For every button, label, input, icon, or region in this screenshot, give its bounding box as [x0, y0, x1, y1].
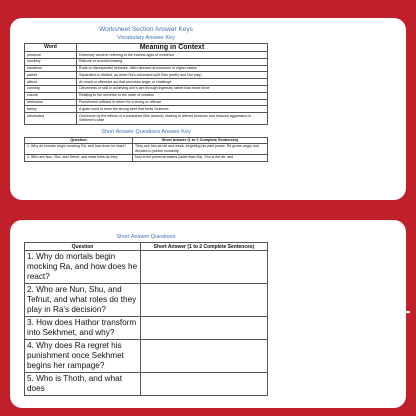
- student-header-row: [25, 243, 268, 251]
- vocab-meaning: Punishment inflicted in return for a wrong or offense: [77, 99, 268, 106]
- student-worksheet-sheet: [24, 232, 268, 408]
- vocab-meaning: Separated or divided, as when Ra's command split Geb (earth) and Nut (sky): [77, 72, 268, 79]
- vocab-word: barley: [25, 106, 77, 113]
- answer-cell[interactable]: [141, 251, 268, 284]
- sa-answer-key-title: Short Answer Questions Answer Key: [101, 128, 191, 135]
- answer-key-doc-title: Worksheet Section Answer Keys: [99, 26, 193, 33]
- vocab-meaning: An insult or offensive act that provokes anger or challenge: [77, 79, 268, 86]
- vocab-meaning: Rude or disrespectful behavior, often directed at someone of higher status: [77, 65, 268, 72]
- student-question: 5. Who is Thoth, and what does: [25, 373, 141, 396]
- vocab-word: cunning: [25, 85, 77, 92]
- label-line: ANSWER: [289, 89, 407, 117]
- vocab-header-meaning: Meaning in Context: [77, 44, 268, 52]
- answer-cell[interactable]: [141, 317, 268, 340]
- answer-cell[interactable]: [141, 284, 268, 317]
- student-sa-table: [24, 242, 268, 396]
- sa-answer-key-table: [24, 137, 268, 162]
- student-question: 3. How does Hathor transform into Sekhmet, and why?: [25, 317, 141, 340]
- vocab-word: mockery: [25, 58, 77, 65]
- vocab-word: insolence: [25, 65, 77, 72]
- answer-keys-label: [280, 88, 416, 148]
- vocab-header-word: Word: [25, 44, 77, 52]
- vocab-word: cosmic: [25, 92, 77, 99]
- student-question: 2. Who are Nun, Shu, and Tefnut, and what roles do they play in Ra's decision?: [25, 284, 141, 317]
- sa-key-header-question: Question: [25, 137, 133, 143]
- label-line: STUDENT: [302, 283, 394, 304]
- table-row: [25, 92, 268, 99]
- student-sa-title: Short Answer Questions: [116, 234, 176, 240]
- sa-key-question: 2. Who are Nun, Shu, and Tefnut, and what roles do they: [25, 154, 133, 161]
- table-row: [25, 85, 268, 92]
- table-row: [25, 340, 268, 373]
- vocab-header-row: [25, 44, 268, 52]
- answer-key-sheet: [24, 24, 268, 200]
- table-row: [25, 143, 268, 154]
- answer-cell[interactable]: [141, 340, 268, 373]
- table-row: [25, 154, 268, 161]
- vocab-meaning: A grain used to brew the strong beer that tricks Sekhmet: [77, 106, 268, 113]
- table-row: [25, 113, 268, 125]
- student-header-answer: Short Answer (1 to 2 Complete Sentences): [141, 243, 268, 251]
- table-row: [25, 251, 268, 284]
- vocab-word: primeval: [25, 52, 77, 59]
- vocab-answer-key-title: Vocabulary Answer Key: [117, 35, 175, 41]
- table-row: [25, 373, 268, 396]
- table-row: [25, 52, 268, 59]
- table-row: [25, 106, 268, 113]
- sa-key-answer: Nun is the primeval waters (older than Ra), Shu is the air, and: [133, 154, 268, 161]
- vocab-meaning: Cleverness or skill in achieving one's aim through ingenuity rather than brute force: [77, 85, 268, 92]
- sa-key-question: 1. Why do mortals begin mocking Ra, and how does he react?: [25, 143, 133, 154]
- label-line: KEYS: [311, 119, 385, 147]
- table-row: [25, 65, 268, 72]
- student-header-question: Question: [25, 243, 141, 251]
- vocab-word: affront: [25, 79, 77, 86]
- vocab-meaning: Relating to the universe or the order of creation: [77, 92, 268, 99]
- table-row: [25, 79, 268, 86]
- vocab-word: retribution: [25, 99, 77, 106]
- vocab-meaning: Ridicule or scornful teasing: [77, 58, 268, 65]
- sa-key-answer: They see him as old and weak, forgetting his past power; Ra grows angry and decides to punish humanity.: [133, 143, 268, 154]
- label-line: VERSION: [304, 331, 392, 352]
- vocab-meaning: Overcome by the effects of a substance (like alcohol), leading to altered behavior and reduced aggression in Sekhmet's case: [77, 113, 268, 125]
- sa-key-header-answer: Short Answer (1 to 2 Complete Sentences): [133, 137, 268, 143]
- vocab-word: intoxicated: [25, 113, 77, 125]
- vocab-word: parted: [25, 72, 77, 79]
- table-row: [25, 284, 268, 317]
- table-row: [25, 58, 268, 65]
- table-row: [25, 72, 268, 79]
- vocab-table: [24, 43, 268, 125]
- student-question: 1. Why do mortals begin mocking Ra, and how does he react?: [25, 251, 141, 284]
- vocab-meaning: Extremely ancient; referring to the earliest ages of existence: [77, 52, 268, 59]
- answer-cell[interactable]: [141, 373, 268, 396]
- label-line: WORKSHEET: [285, 307, 411, 328]
- student-worksheet-version-label: [280, 282, 416, 354]
- table-row: [25, 317, 268, 340]
- student-question: 4. Why does Ra regret his punishment once Sekhmet begins her rampage?: [25, 340, 141, 373]
- table-row: [25, 99, 268, 106]
